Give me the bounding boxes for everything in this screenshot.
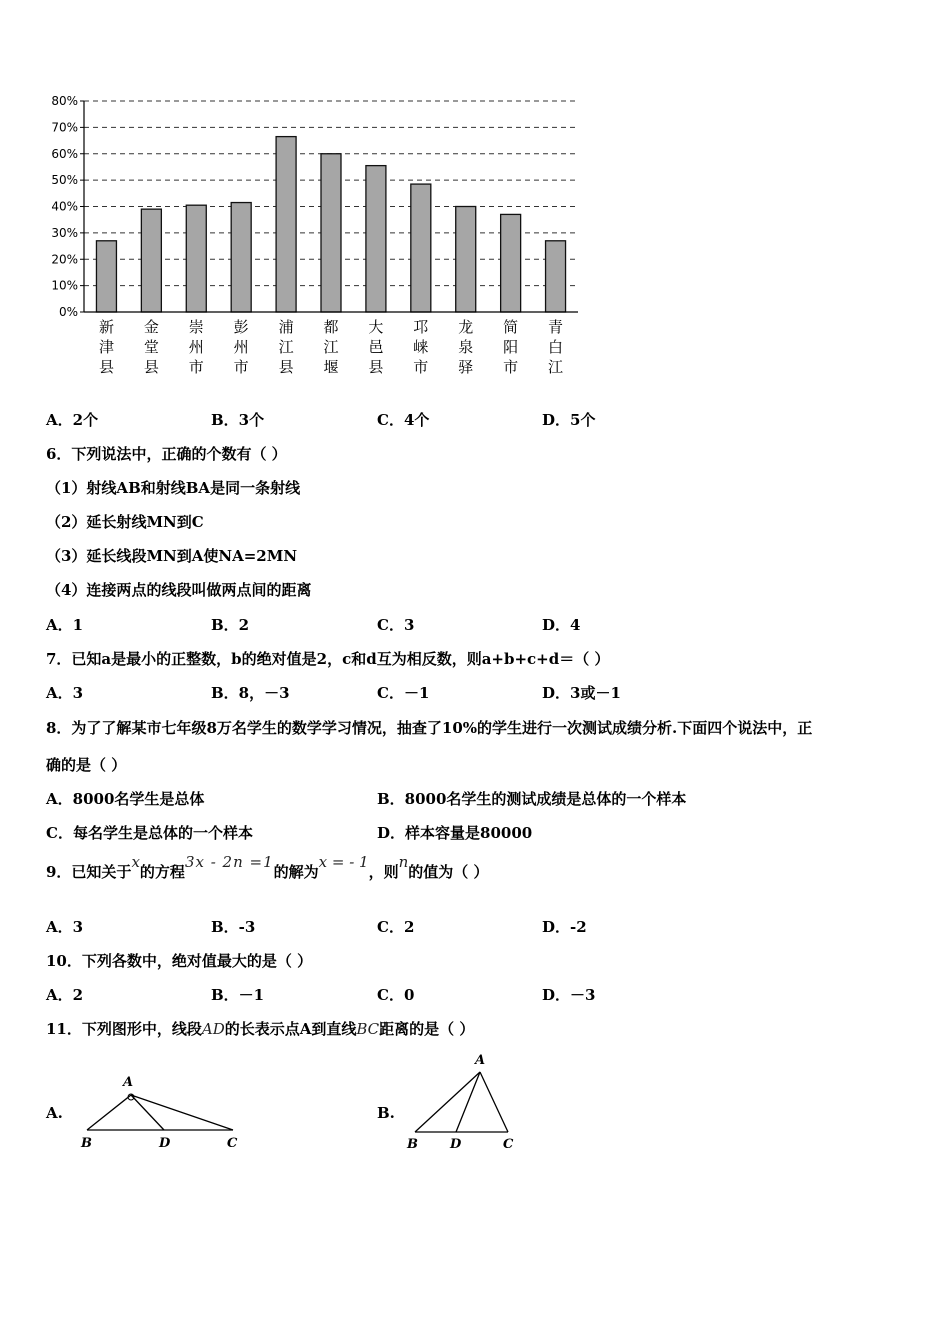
y-tick-label: 50% <box>51 173 78 188</box>
x-tick-label: 驿 <box>458 358 474 376</box>
x-tick-label: 州 <box>233 338 249 356</box>
q8-stem-line-2: 确的是（ ） <box>46 756 127 774</box>
fig-b-label-a: A <box>475 1053 486 1068</box>
figure-b-triangle <box>400 1050 530 1152</box>
q9-var-x: x <box>131 853 140 871</box>
x-tick-label: 市 <box>413 358 429 376</box>
x-tick-label: 县 <box>98 358 114 376</box>
bar <box>456 207 476 313</box>
x-tick-label: 泉 <box>458 338 474 356</box>
q11-option-a[interactable]: A. <box>46 1104 63 1122</box>
q7-option-a[interactable]: A．3 <box>46 684 84 702</box>
q9-equation: 3x - 2n =1 <box>184 853 274 871</box>
q11-line-bc: BC <box>356 1020 380 1038</box>
bar <box>231 203 251 312</box>
x-tick-label: 彭 <box>233 318 249 336</box>
q6-option-c[interactable]: C．3 <box>377 616 415 634</box>
x-tick-label: 青 <box>548 318 564 336</box>
q9-text-4: ，则 <box>368 863 399 881</box>
fig-a-label-a: A <box>123 1075 134 1090</box>
fig-b-side-ab <box>415 1072 480 1132</box>
q10-option-a[interactable]: A．2 <box>46 986 84 1004</box>
fig-b-label-b: B <box>407 1137 418 1152</box>
x-tick-label: 市 <box>188 358 204 376</box>
fig-a-label-b: B <box>81 1136 92 1151</box>
q6-stem: 6．下列说法中，正确的个数有（ ） <box>46 445 287 463</box>
bar <box>501 214 521 312</box>
q8-option-b[interactable]: B．8000名学生的测试成绩是总体的一个样本 <box>377 790 687 808</box>
q6-option-b[interactable]: B．2 <box>211 616 250 634</box>
q6-item-2: （2）延长射线MN到C <box>46 513 204 531</box>
q9-text-5: 的值为（ ） <box>408 863 489 881</box>
x-tick-label: 堰 <box>323 358 339 376</box>
q6-option-d[interactable]: D．4 <box>542 616 581 634</box>
x-tick-label: 州 <box>188 338 204 356</box>
x-tick-label: 县 <box>143 358 159 376</box>
q6-item-1: （1）射线AB和射线BA是同一条射线 <box>46 479 301 497</box>
bar-chart <box>40 95 600 385</box>
x-tick-label: 龙 <box>458 318 474 336</box>
bar <box>321 154 341 312</box>
q9-text-1: 9．已知关于 <box>46 863 132 881</box>
q7-option-c[interactable]: C．－1 <box>377 684 430 702</box>
q11-seg-ad: AD <box>201 1020 225 1038</box>
fig-a-label-d: D <box>159 1136 171 1151</box>
q9-option-b[interactable]: B．-3 <box>211 918 256 936</box>
chart-y-axis <box>51 95 84 319</box>
x-tick-label: 崇 <box>188 318 204 336</box>
x-tick-label: 简 <box>503 318 519 336</box>
q9-text-3: 的解为 <box>273 863 319 881</box>
q9-var-n: n <box>398 853 409 871</box>
q8-option-c[interactable]: C．每名学生是总体的一个样本 <box>46 824 253 842</box>
bar <box>186 205 206 312</box>
q9-option-c[interactable]: C．2 <box>377 918 415 936</box>
q11-text-2: 的长表示点A到直线 <box>224 1020 357 1038</box>
bar <box>141 209 161 312</box>
q9-solution: x = - 1 <box>318 853 369 871</box>
y-tick-label: 70% <box>51 120 78 135</box>
y-tick-label: 0% <box>58 305 78 319</box>
fig-b-side-ac <box>480 1072 508 1132</box>
x-tick-label: 江 <box>278 338 294 356</box>
x-tick-label: 新 <box>98 318 114 336</box>
bar <box>411 184 431 312</box>
q8-option-a[interactable]: A．8000名学生是总体 <box>46 790 205 808</box>
q6-item-3: （3）延长线段MN到A使NA=2MN <box>46 547 298 565</box>
q7-option-d[interactable]: D．3或－1 <box>542 684 621 702</box>
q11-text-3: 距离的是（ ） <box>379 1020 475 1038</box>
q5-option-a[interactable]: A．2个 <box>46 411 99 429</box>
x-tick-label: 江 <box>323 338 339 356</box>
q6-item-4: （4）连接两点的线段叫做两点间的距离 <box>46 581 312 599</box>
fig-b-label-c: C <box>503 1137 514 1152</box>
bar <box>546 241 566 312</box>
y-tick-label: 40% <box>51 199 78 214</box>
q10-option-d[interactable]: D．－3 <box>542 986 596 1004</box>
q7-stem: 7．已知a是最小的正整数，b的绝对值是2，c和d互为相反数，则a+b+c+d＝（ ） <box>46 650 610 668</box>
chart-x-axis <box>99 318 563 376</box>
q5-option-d[interactable]: D．5个 <box>542 411 596 429</box>
q11-option-b[interactable]: B. <box>377 1104 395 1122</box>
fig-b-segment-ad <box>456 1072 480 1132</box>
q8-option-d[interactable]: D．样本容量是80000 <box>377 824 533 842</box>
x-tick-label: 县 <box>368 358 384 376</box>
x-tick-label: 大 <box>368 318 384 336</box>
q10-stem: 10．下列各数中，绝对值最大的是（ ） <box>46 952 313 970</box>
y-tick-label: 20% <box>51 252 78 267</box>
q11-stem <box>46 1019 474 1039</box>
q9-stem <box>46 853 489 882</box>
x-tick-label: 江 <box>548 358 564 376</box>
fig-b-label-d: D <box>450 1137 462 1152</box>
fig-a-label-c: C <box>227 1136 238 1151</box>
fig-a-side-ab <box>87 1095 131 1130</box>
q6-option-a[interactable]: A．1 <box>46 616 84 634</box>
q5-option-b[interactable]: B．3个 <box>211 411 265 429</box>
y-tick-label: 60% <box>51 146 78 161</box>
fig-a-side-ac <box>131 1095 233 1130</box>
y-tick-label: 30% <box>51 225 78 240</box>
q9-text-2: 的方程 <box>139 863 185 881</box>
x-tick-label: 津 <box>98 338 114 356</box>
x-tick-label: 县 <box>278 358 294 376</box>
x-tick-label: 阳 <box>503 338 519 356</box>
x-tick-label: 崃 <box>413 338 429 356</box>
figure-a-triangle <box>75 1070 250 1152</box>
x-tick-label: 白 <box>548 338 564 356</box>
bar <box>276 137 296 312</box>
y-tick-label: 10% <box>51 278 78 293</box>
q7-option-b[interactable]: B．8，－3 <box>211 684 290 702</box>
y-tick-label: 80% <box>51 95 78 108</box>
q10-option-c[interactable]: C．0 <box>377 986 415 1004</box>
q9-option-a[interactable]: A．3 <box>46 918 84 936</box>
x-tick-label: 邛 <box>413 318 429 336</box>
x-tick-label: 都 <box>323 318 339 336</box>
q11-text-1: 11．下列图形中，线段 <box>46 1020 202 1038</box>
bar <box>96 241 116 312</box>
x-tick-label: 市 <box>503 358 519 376</box>
q9-option-d[interactable]: D．-2 <box>542 918 587 936</box>
x-tick-label: 邑 <box>368 338 384 356</box>
x-tick-label: 浦 <box>278 318 294 336</box>
x-tick-label: 金 <box>143 318 159 336</box>
q10-option-b[interactable]: B．－1 <box>211 986 265 1004</box>
x-tick-label: 市 <box>233 358 249 376</box>
q8-stem-line-1: 8．为了了解某市七年级8万名学生的数学学习情况，抽查了10%的学生进行一次测试成绩分析.下面四个说法中，正 <box>46 719 813 737</box>
bar <box>366 166 386 312</box>
x-tick-label: 堂 <box>143 338 159 356</box>
q5-option-c[interactable]: C．4个 <box>377 411 430 429</box>
